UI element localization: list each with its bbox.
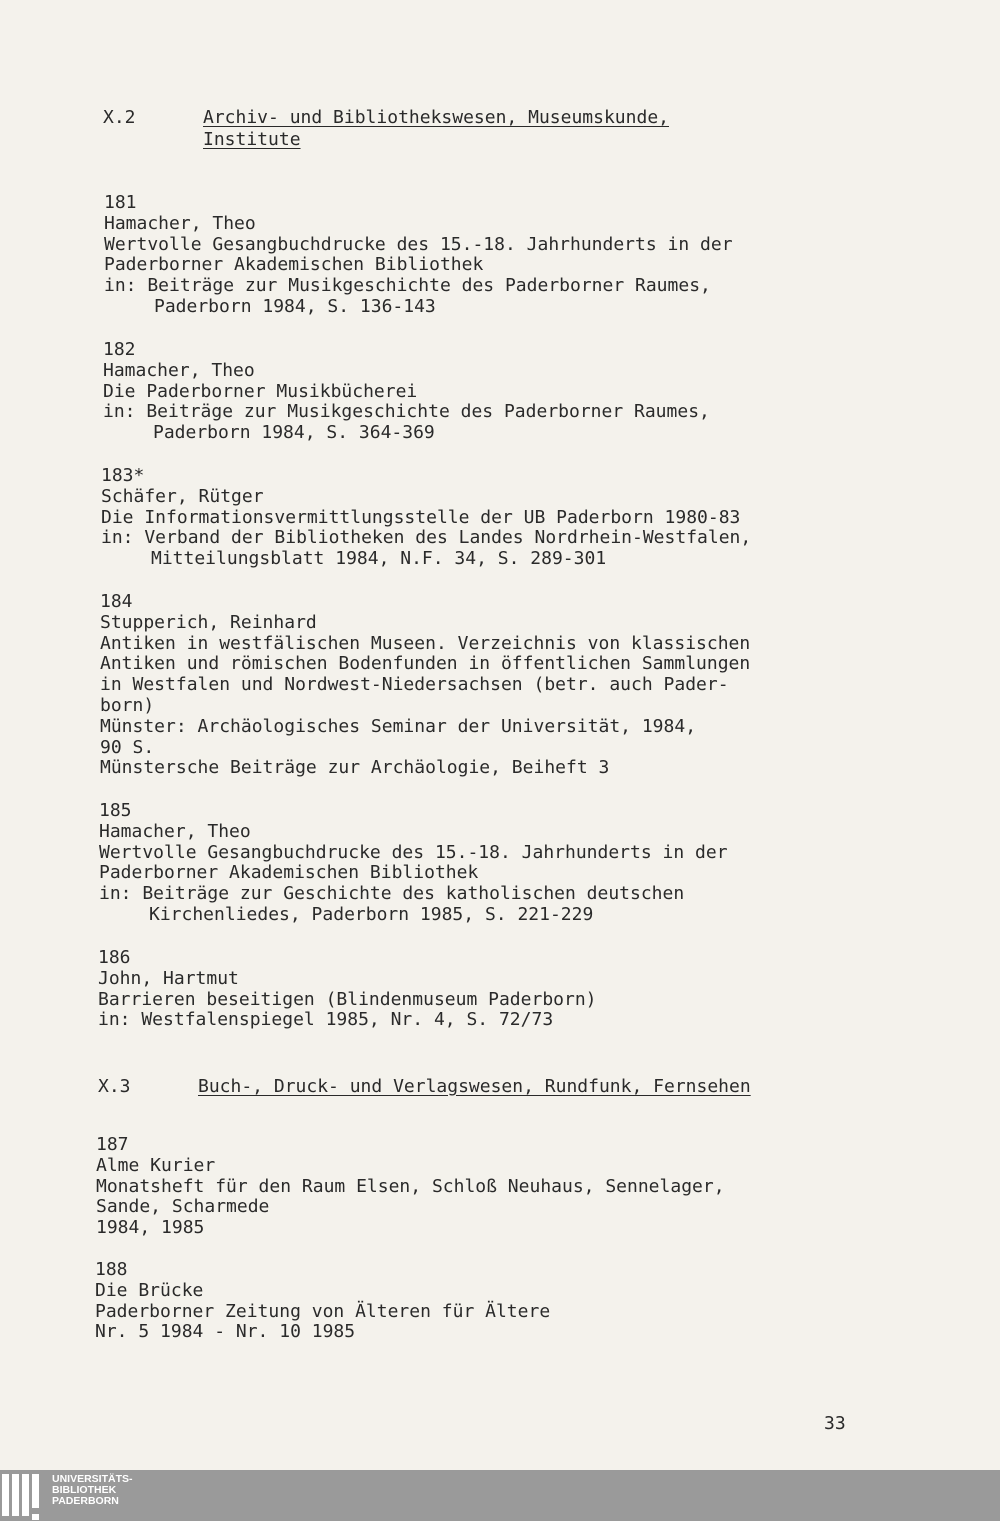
entry-line: Nr. 5 1984 - Nr. 10 1985	[95, 1321, 356, 1343]
entry-author: Hamacher, Theo	[103, 359, 255, 381]
entry-line: Münster: Archäologisches Seminar der Universität, 1984,	[100, 715, 697, 737]
entry-line: Paderborn 1984, S. 136-143	[154, 295, 436, 317]
bibliography-entry-184	[100, 592, 860, 779]
entry-line: Antiken in westfälischen Museen. Verzeichnis von klassischen	[100, 632, 751, 654]
entry-author: Hamacher, Theo	[104, 212, 256, 234]
library-logo-text: UNIVERSITÄTS- BIBLIOTHEK PADERBORN	[52, 1473, 133, 1507]
entry-line: Paderborner Akademischen Bibliothek	[104, 254, 484, 276]
entry-number: 187	[96, 1134, 129, 1155]
entry-number: 185	[99, 800, 132, 821]
entry-line: Paderborner Akademischen Bibliothek	[99, 862, 479, 884]
section-number: X.2	[103, 107, 136, 128]
entry-line: born)	[100, 694, 155, 716]
entry-line: Antiken und römischen Bodenfunden in öffentlichen Sammlungen	[100, 653, 751, 675]
entry-line: Paderborner Zeitung von Älteren für Ältere	[95, 1300, 551, 1322]
bibliography-entry-185	[99, 801, 859, 926]
bibliography-entry-181	[104, 193, 864, 318]
entry-author: Die Brücke	[95, 1279, 204, 1301]
entry-line: Barrieren beseitigen (Blindenmuseum Paderborn)	[98, 988, 597, 1010]
entry-line: in: Westfalenspiegel 1985, Nr. 4, S. 72/73	[98, 1009, 554, 1031]
entry-line: in: Verband der Bibliotheken des Landes Nordrhein-Westfalen,	[101, 527, 752, 549]
entry-line: Sande, Scharmede	[96, 1196, 270, 1218]
bibliography-entry-188	[95, 1260, 855, 1343]
entry-line: Münstersche Beiträge zur Archäologie, Beiheft 3	[100, 757, 610, 779]
entry-line: in: Beiträge zur Musikgeschichte des Paderborner Raumes,	[103, 401, 710, 423]
section-title: Archiv- und Bibliothekswesen, Museumskunde, Institute	[203, 107, 669, 150]
entry-author: Stupperich, Reinhard	[100, 611, 317, 633]
bibliography-entry-186	[98, 948, 858, 1031]
bibliography-entry-187	[96, 1135, 856, 1239]
entry-line: Paderborn 1984, S. 364-369	[153, 422, 435, 444]
page-number: 33	[824, 1413, 846, 1434]
entry-author: Schäfer, Rütger	[101, 485, 264, 507]
entry-line: Die Informationsvermittlungsstelle der UB Paderborn 1980-83	[101, 506, 741, 528]
section-title: Buch-, Druck- und Verlagswesen, Rundfunk, Fernsehen	[198, 1076, 751, 1097]
entry-author: Hamacher, Theo	[99, 820, 251, 842]
entry-number: 182	[103, 339, 136, 360]
entry-line: 1984, 1985	[96, 1217, 205, 1239]
bibliography-entry-183	[101, 466, 861, 570]
entry-number: 181	[104, 192, 137, 213]
entry-line: Wertvolle Gesangbuchdrucke des 15.-18. Jahrhunderts in der	[104, 233, 733, 255]
entry-number: 183*	[101, 465, 145, 486]
entry-author: John, Hartmut	[98, 967, 239, 989]
library-footer-bar	[0, 1470, 1000, 1521]
entry-line: 90 S.	[100, 736, 155, 758]
entry-line: in Westfalen und Nordwest-Niedersachsen (betr. auch Pader-	[100, 674, 729, 696]
entry-number: 186	[98, 947, 131, 968]
entry-line: in: Beiträge zur Musikgeschichte des Paderborner Raumes,	[104, 275, 711, 297]
entry-line: Mitteilungsblatt 1984, N.F. 34, S. 289-301	[151, 548, 607, 570]
entry-line: Die Paderborner Musikbücherei	[103, 380, 418, 402]
section-number: X.3	[98, 1076, 131, 1097]
entry-line: Kirchenliedes, Paderborn 1985, S. 221-229	[149, 903, 594, 925]
bibliography-entry-182	[103, 340, 863, 444]
entry-author: Alme Kurier	[96, 1154, 216, 1176]
entry-line: Monatsheft für den Raum Elsen, Schloß Neuhaus, Sennelager,	[96, 1175, 725, 1197]
entry-line: in: Beiträge zur Geschichte des katholischen deutschen	[99, 883, 685, 905]
entry-line: Wertvolle Gesangbuchdrucke des 15.-18. Jahrhunderts in der	[99, 841, 728, 863]
entry-number: 184	[100, 591, 133, 612]
entry-number: 188	[95, 1259, 128, 1280]
